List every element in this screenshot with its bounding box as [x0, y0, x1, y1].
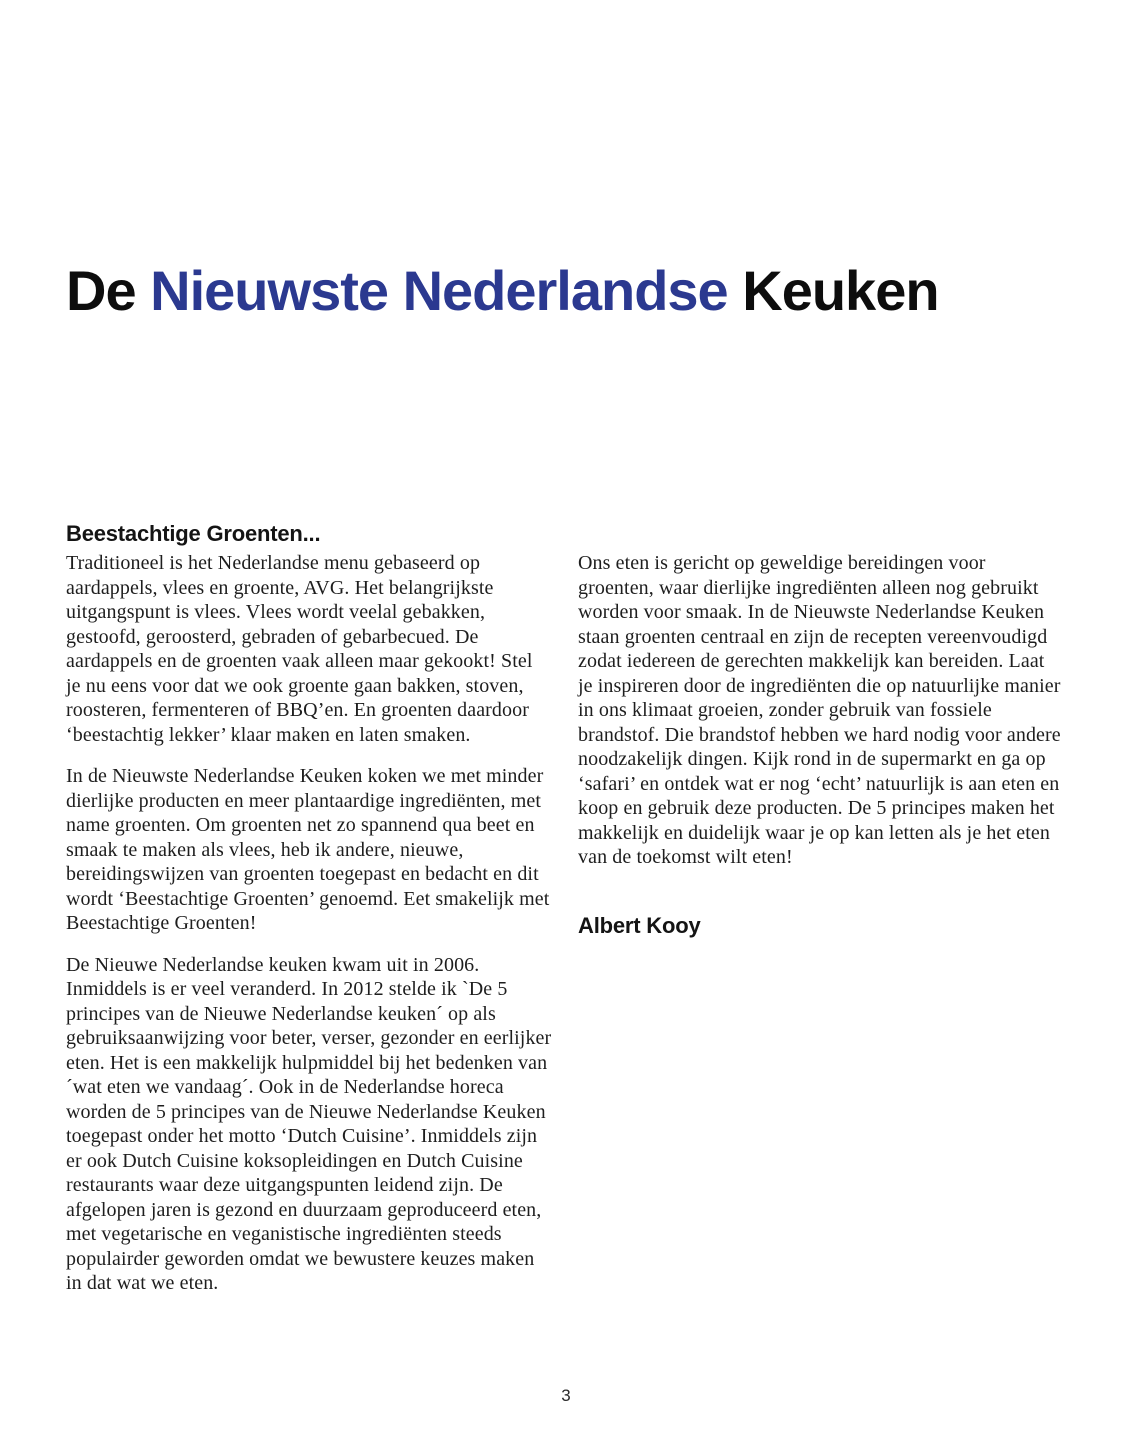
section-heading: Beestachtige Groenten... [66, 521, 321, 547]
title-part-accent: Nieuwste Nederlandse [150, 258, 728, 322]
author-name: Albert Kooy [578, 912, 701, 938]
body-paragraph: Traditioneel is het Nederlandse menu gebaseerd op aardappels, vlees en groente, AVG. Het belangrijkste uitgangspunt is vlees. Vlees wordt veelal gebakken, gestoofd, geroosterd, gebraden of gebarbecued. De aardappels en de groenten vaak alleen maar gekookt! Stel je nu eens voor dat we ook groente gaan bakken, stoven, roosteren, fermenteren of BBQ’en. En groenten daardoor ‘beestachtig lekker’ klaar maken en laten smaken. [66, 552, 533, 746]
page-title [66, 260, 939, 322]
left-column [66, 551, 552, 1313]
right-column [578, 551, 1064, 938]
title-part-black-2: Keuken [727, 258, 939, 322]
body-paragraph: Ons eten is gericht op geweldige bereidingen voor groenten, waar dierlijke ingrediënten alleen nog gebruikt worden voor smaak. In de Nieuwste Nederlandse Keuken staan groenten centraal en zijn de recepten vereenvoudigd zodat iedereen de gerechten makkelijk kan bereiden. Laat je inspireren door de ingrediënten die op natuurlijke manier in ons klimaat groeien, zonder gebruik van fossiele brandstof. Die brandstof hebben we hard nodig voor andere noodzakelijk dingen. Kijk rond in de supermarkt en ga op ‘safari’ en ontdek wat er nog ‘echt’ natuurlijk is aan eten en koop en gebruik deze producten. De 5 principes maken het makkelijk en duidelijk waar je op kan letten als je het eten van de toekomst wilt eten! [578, 552, 1061, 868]
title-part-black-1: De [66, 258, 151, 322]
page-number: 3 [561, 1386, 571, 1405]
body-paragraph: In de Nieuwste Nederlandse Keuken koken we met minder dierlijke producten en meer plantaardige ingrediënten, met name groenten. Om groenten net zo spannend qua beet en smaak te maken als vlees, heb ik andere, nieuwe, bereidingswijzen van groenten toegepast en bedacht en dit wordt ‘Beestachtige Groenten’ genoemd. Eet smakelijk met Beestachtige Groenten! [66, 765, 550, 934]
body-paragraph: De Nieuwe Nederlandse keuken kwam uit in 2006. Inmiddels is er veel veranderd. In 2012 stelde ik `De 5 principes van de Nieuwe Nederlandse keuken´ op als gebruiksaanwijzing voor beter, verser, gezonder en eerlijker eten. Het is een makkelijk hulpmiddel bij het bedenken van ´wat eten we vandaag´. Ook in de Nederlandse horeca worden de 5 principes van de Nieuwe Nederlandse Keuken toegepast onder het motto ‘Dutch Cuisine’. Inmiddels zijn er ook Dutch Cuisine koksopleidingen en Dutch Cuisine restaurants waar deze uitgangspunten leidend zijn. De afgelopen jaren is gezond en duurzaam geproduceerd eten, met vegetarische en veganistische ingrediënten steeds populairder geworden omdat we bewustere keuzes maken in dat wat we eten. [66, 953, 552, 1294]
